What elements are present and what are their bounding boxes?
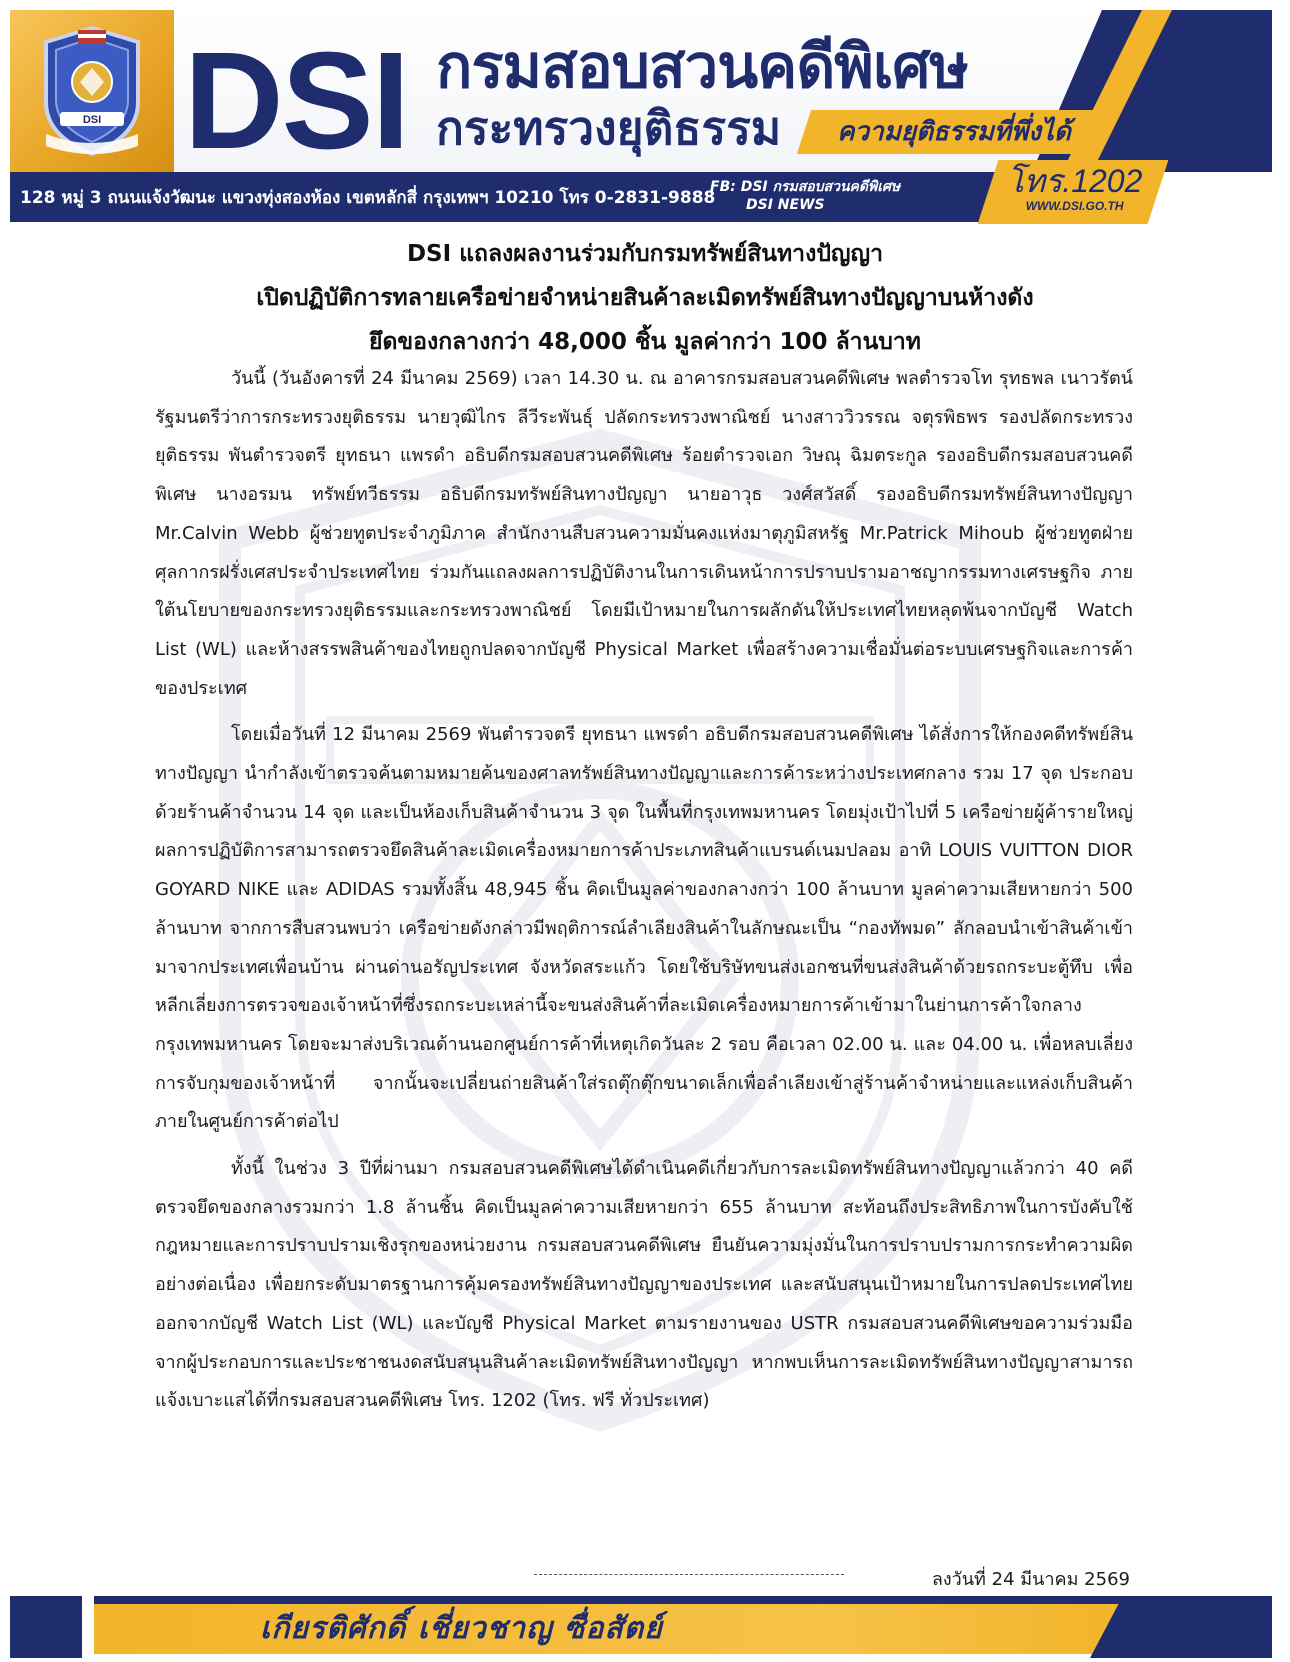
hotline-badge xyxy=(978,160,1169,224)
paragraph-3: ทั้งนี้ ในช่วง 3 ปีที่ผ่านมา กรมสอบสวนคดีพิเศษได้ดำเนินคดีเกี่ยวกับการละเมิดทรัพย์สินทางปัญญาแล้วกว่า 40 คดี ตรวจยึดของกลางรวมกว่า 1.8 ล้านชิ้น คิดเป็นมูลค่าความเสียหายกว่า 655 ล้านบาท สะท้อนถึงประสิทธิภาพในการบังคับใช้กฎหมายและการปราบปรามเชิงรุกของหน่วยงาน กรมสอบสวนคดีพิเศษ ยืนยันความมุ่งมั่นในการปราบปรามการกระทำความผิดอย่างต่อเนื่อง เพื่อยกระดับมาตรฐานการคุ้มครองทรัพย์สินทางปัญญาของประเทศ และสนับสนุนเป้าหมายในการปลดประเทศไทยออกจากบัญชี Watch List (WL) และบัญชี Physical Market ตามรายงานของ USTR กรมสอบสวนคดีพิเศษขอความร่วมมือจากผู้ประกอบการและประชาชนงดสนับสนุนสินค้าละเมิดทรัพย์สินทางปัญญา หากพบเห็นการละเมิดทรัพย์สินทางปัญญาสามารถแจ้งเบาะแสได้ที่กรมสอบสวนคดีพิเศษ โทร. 1202 (โทร. ฟรี ทั่วประเทศ) xyxy=(155,1158,1133,1412)
motto-text: ความยุติธรรมที่พึ่งได้ xyxy=(837,117,1071,147)
ministry-name: กระทรวงยุติธรรม xyxy=(436,101,782,155)
website-url: WWW.DSI.GO.TH xyxy=(1025,199,1124,213)
divider-line xyxy=(534,1574,844,1575)
paragraph-1: วันนี้ (วันอังคารที่ 24 มีนาคม 2569) เวลา 14.30 น. ณ อาคารกรมสอบสวนคดีพิเศษ พลตำรวจโท รุทธพล เนาวรัตน์ รัฐมนตรีว่าการกระทรวงยุติธรรม นายวุฒิไกร ลีวีระพันธุ์ ปลัดกระทรวงพาณิชย์ นางสาววิวรรณ จตุรพิธพร รองปลัดกระทรวงยุติธรรม พันตำรวจตรี ยุทธนา แพรดำ อธิบดีกรมสอบสวนคดีพิเศษ ร้อยตำรวจเอก วิษณุ ฉิมตระกูล รองอธิบดีกรมสอบสวนคดีพิเศษ นางอรมน ทรัพย์ทวีธรรม อธิบดีกรมทรัพย์สินทางปัญญา นายอาวุธ วงศ์สวัสดิ์ รองอธิบดีกรมทรัพย์สินทางปัญญา Mr.Calvin Webb ผู้ช่วยทูตประจำภูมิภาค สำนักงานสืบสวนความมั่นคงแห่งมาตุภูมิสหรัฐ Mr.Patrick Mihoub ผู้ช่วยทูตฝ่ายศุลกากรฝรั่งเศสประจำประเทศไทย ร่วมกันแถลงผลการปฏิบัติงานในการเดินหน้าการปราบปรามอาชญากรรมทางเศรษฐกิจ ภายใต้นโยบายของกระทรวงยุติธรรมและกระทรวงพาณิชย์ โดยมีเป้าหมายในการผลักดันให้ประเทศไทยหลุดพ้นจากบัญชี Watch List (WL) และห้างสรรพสินค้าของไทยถูกปลดจากบัญชี Physical Market เพื่อสร้างความเชื่อมั่นต่อระบบเศรษฐกิจและการค้าของประเทศ xyxy=(155,368,1133,699)
facebook-line-1: FB: DSI กรมสอบสวนคดีพิเศษ xyxy=(710,179,901,195)
title-band xyxy=(174,10,1272,172)
press-release-headline xyxy=(80,232,1210,364)
headline-line-3: ยึดของกลางกว่า 48,000 ชิ้น มูลค่ากว่า 100 ล้านบาท xyxy=(369,329,921,355)
footer-accent-left xyxy=(10,1596,82,1658)
press-release-body xyxy=(155,360,1133,1429)
hotline-number: โทร.1202 xyxy=(1006,163,1143,199)
release-date: ลงวันที่ 24 มีนาคม 2569 xyxy=(931,1569,1130,1590)
address-bar xyxy=(10,172,1010,222)
motto-badge xyxy=(797,110,1111,154)
facebook-line-2: DSI NEWS xyxy=(746,197,825,213)
logo-panel xyxy=(10,10,174,172)
org-name: กรมสอบสวนคดีพิเศษ xyxy=(436,32,968,102)
footer-banner xyxy=(10,1596,1272,1658)
dsi-acronym: DSI xyxy=(184,24,409,172)
paragraph-2: โดยเมื่อวันที่ 12 มีนาคม 2569 พันตำรวจตรี ยุทธนา แพรดำ อธิบดีกรมสอบสวนคดีพิเศษ ได้สั่งการให้กองคดีทรัพย์สินทางปัญญา นำกำลังเข้าตรวจค้นตามหมายค้นของศาลทรัพย์สินทางปัญญาและการค้าระหว่างประเทศกลาง รวม 17 จุด ประกอบด้วยร้านค้าจำนวน 14 จุด และเป็นห้องเก็บสินค้าจำนวน 3 จุด ในพื้นที่กรุงเทพมหานคร โดยมุ่งเป้าไปที่ 5 เครือข่ายผู้ค้ารายใหญ่ ผลการปฏิบัติการสามารถตรวจยึดสินค้าละเมิดเครื่องหมายการค้าประเภทสินค้าแบรนด์เนมปลอม อาทิ LOUIS VUITTON DIOR GOYARD NIKE และ ADIDAS รวมทั้งสิ้น 48,945 ชิ้น คิดเป็นมูลค่าของกลางกว่า 100 ล้านบาท มูลค่าความเสียหายกว่า 500 ล้านบาท จากการสืบสวนพบว่า เครือข่ายดังกล่าวมีพฤติการณ์ลำเลียงสินค้าในลักษณะเป็น “กองทัพมด” ลักลอบนำเข้าสินค้าเข้ามาจากประเทศเพื่อนบ้าน ผ่านด่านอรัญประเทศ จังหวัดสระแก้ว โดยใช้บริษัทขนส่งเอกชนที่ขนส่งสินค้าด้วยรถกระบะตู้ทึบ เพื่อหลีกเลี่ยงการตรวจของเจ้าหน้าที่ซึ่งรถกระบะเหล่านี้จะขนส่งสินค้าที่ละเมิดเครื่องหมายการค้าเข้ามาในย่านการค้าใจกลางกรุงเทพมหานคร โดยจะมาส่งบริเวณด้านนอกศูนย์การค้าที่เหตุเกิดวันละ 2 รอบ คือเวลา 02.00 น. และ 04.00 น. เพื่อหลบเลี่ยงการจับกุมของเจ้าหน้าที่ จากนั้นจะเปลี่ยนถ่ายสินค้าใส่รถตุ๊กตุ๊กขนาดเล็กเพื่อลำเลียงเข้าสู่ร้านค้าจำหน่ายและแหล่งเก็บสินค้าภายในศูนย์การค้าต่อไป xyxy=(155,724,1133,1133)
facebook-info xyxy=(710,178,900,214)
footer-motto: เกียรติศักดิ์ เชี่ยวชาญ ซื่อสัตย์ xyxy=(260,1611,663,1646)
letterhead xyxy=(10,10,1272,225)
logo-label: DSI xyxy=(82,114,102,126)
headline-line-1: DSI แถลงผลงานร่วมกับกรมทรัพย์สินทางปัญญา xyxy=(406,241,884,267)
dsi-emblem-icon xyxy=(38,24,146,158)
address-text: 128 หมู่ 3 ถนนแจ้งวัฒนะ แขวงทุ่งสองห้อง เขตหลักสี่ กรุงเทพฯ 10210 โทร 0-2831-9888 xyxy=(20,188,716,208)
headline-line-2: เปิดปฏิบัติการทลายเครือข่ายจำหน่ายสินค้าละเมิดทรัพย์สินทางปัญญาบนห้างดัง xyxy=(256,285,1034,311)
footer-stripe xyxy=(94,1596,1154,1604)
